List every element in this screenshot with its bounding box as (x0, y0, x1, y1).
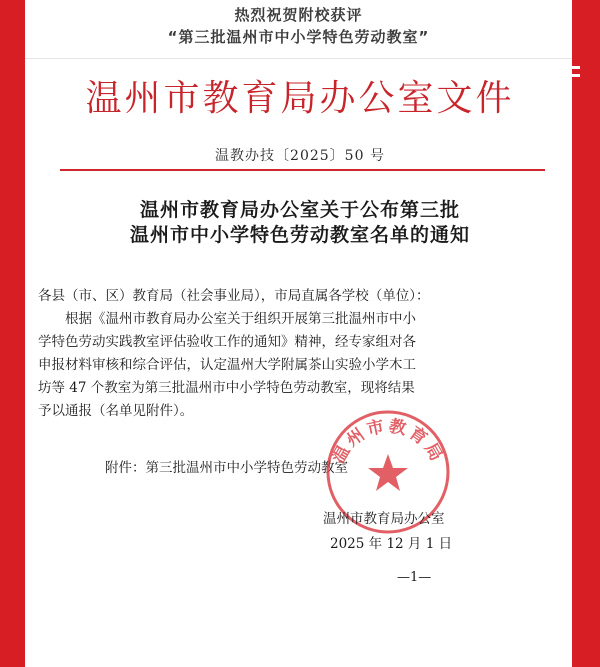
banner-line-2: “第三批温州市中小学特色劳动教室” (167, 28, 430, 46)
notice-title-line-1: 温州市教育局办公室关于公布第三批 (139, 199, 460, 221)
notice-title-line-2: 温州市中小学特色劳动教室名单的通知 (129, 224, 470, 246)
body-line: 学特色劳动实践教室评估验收工作的通知》精神，经专家组对各 (38, 334, 416, 350)
attachment-note: 附件：第三批温州市中小学特色劳动教室 (105, 460, 348, 476)
body-line: 根据《温州市教育局办公室关于组织开展第三批温州市中小 (65, 311, 416, 327)
congratulation-banner (25, 0, 572, 58)
notice-body (38, 285, 550, 423)
document-number: 温教办技〔2025〕50 号 (215, 148, 385, 164)
red-separator-line (60, 169, 545, 171)
body-line: 坊等 47 个教室为第三批温州市中小学特色劳动教室，现将结果 (38, 380, 415, 396)
salutation: 各县（市、区）教育局（社会事业局），市局直属各学校（单位）： (38, 288, 430, 304)
issue-date: 2025 年 12 月 1 日 (330, 536, 453, 552)
seal-text: 温州市教育局 (328, 416, 448, 468)
body-line: 予以通报（名单见附件）。 (38, 403, 194, 419)
body-line: 申报材料审核和综合评估，认定温州大学附属茶山实验小学木工 (38, 357, 416, 373)
border-tick (572, 66, 580, 69)
page-number: —1— (397, 570, 432, 585)
document-title: 温州市教育局办公室文件 (85, 78, 515, 119)
notice-title (0, 198, 600, 248)
issuing-office: 温州市教育局办公室 (323, 511, 445, 527)
banner-line-1: 热烈祝贺附校获评 (234, 6, 363, 24)
seal-star-icon (368, 454, 408, 491)
